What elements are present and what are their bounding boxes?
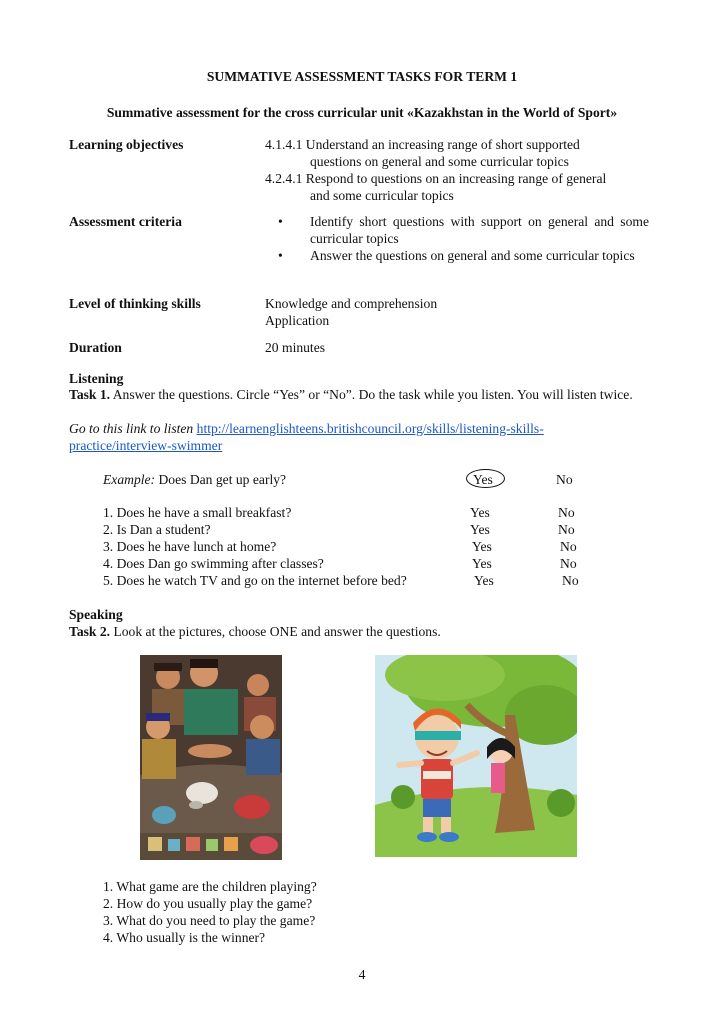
picture-hide-and-seek[interactable] (375, 655, 577, 857)
listening-task (69, 386, 649, 403)
thinking-item: Knowledge and comprehension (265, 296, 438, 311)
example-label: Example: (103, 472, 156, 487)
criteria-item: • Answer the questions on general and some curricular topics (278, 248, 635, 263)
criteria-list (265, 213, 649, 264)
example-question: Example: Does Dan get up early? (103, 472, 287, 487)
page-title: SUMMATIVE ASSESSMENT TASKS FOR TERM 1 (206, 69, 518, 84)
listen-link[interactable]: http://learnenglishteens.britishcouncil.org/skills/listening-skills- (196, 421, 544, 436)
listening-question: 5. Does he watch TV and go on the internet before bed? (103, 573, 407, 588)
criteria-label: Assessment criteria (69, 214, 182, 229)
thinking-list (265, 295, 649, 329)
link-intro: Go to this link to listen (69, 421, 194, 436)
thinking-label: Level of thinking skills (69, 296, 201, 311)
objectives-list (265, 136, 649, 204)
objective-item (265, 170, 649, 204)
task2-label: Task 2. (69, 624, 111, 639)
speaking-question: 3. What do you need to play the game? (103, 913, 316, 928)
objective-item (265, 136, 649, 170)
objective-item-rest: and some curricular topics (310, 188, 454, 203)
no-option[interactable]: No (560, 539, 577, 554)
speaking-question: 1. What game are the children playing? (103, 879, 317, 894)
objective-item-rest: questions on general and some curricular topics (310, 154, 569, 169)
listen-link-line (69, 420, 649, 437)
objectives-label: Learning objectives (69, 137, 184, 152)
duration-label: Duration (69, 340, 122, 355)
yes-option[interactable]: Yes (472, 539, 492, 554)
speaking-question: 2. How do you usually play the game? (103, 896, 313, 911)
thinking-item: Application (265, 313, 330, 328)
listening-question: 3. Does he have lunch at home? (103, 539, 277, 554)
picture-asyk-game[interactable] (140, 655, 282, 860)
task1-text: Answer the questions. Circle “Yes” or “No”. Do the task while you listen. You will listen twice. (110, 387, 633, 402)
duration-value: 20 minutes (265, 340, 326, 355)
task2-text: Look at the pictures, choose ONE and answer the questions. (110, 624, 441, 639)
page-number: 4 (358, 967, 366, 982)
yes-option[interactable]: Yes (470, 522, 490, 537)
listening-heading: Listening (69, 371, 124, 386)
no-option[interactable]: No (562, 573, 579, 588)
yes-option[interactable]: Yes (472, 556, 492, 571)
example-no-option[interactable]: No (556, 472, 573, 487)
example-yes-option[interactable]: Yes (473, 471, 493, 488)
bullet-icon: • (278, 214, 283, 229)
objective-item-first: 4.1.4.1 Understand an increasing range of short supported (265, 137, 580, 152)
page-subtitle: Summative assessment for the cross curricular unit «Kazakhstan in the World of Sport» (106, 105, 618, 120)
task1-label: Task 1. (69, 387, 111, 402)
listening-question: 1. Does he have a small breakfast? (103, 505, 292, 520)
speaking-task (69, 623, 649, 640)
criteria-item: • Identify short questions with support on general and some curricular topics (278, 214, 649, 246)
asyk-game-illustration (140, 655, 282, 860)
objective-item-first: 4.2.4.1 Respond to questions on an increasing range of general (265, 171, 607, 186)
yes-option[interactable]: Yes (470, 505, 490, 520)
listen-link-line-2 (69, 437, 649, 454)
circle-mark (466, 469, 505, 488)
hide-and-seek-illustration (375, 655, 577, 857)
speaking-question: 4. Who usually is the winner? (103, 930, 266, 945)
no-option[interactable]: No (558, 505, 575, 520)
yes-option[interactable]: Yes (474, 573, 494, 588)
no-option[interactable]: No (558, 522, 575, 537)
no-option[interactable]: No (560, 556, 577, 571)
listening-question: 4. Does Dan go swimming after classes? (103, 556, 324, 571)
listen-link-continued[interactable]: practice/interview-swimmer (69, 438, 223, 453)
listening-question: 2. Is Dan a student? (103, 522, 211, 537)
bullet-icon: • (278, 248, 283, 263)
speaking-heading: Speaking (69, 607, 123, 622)
